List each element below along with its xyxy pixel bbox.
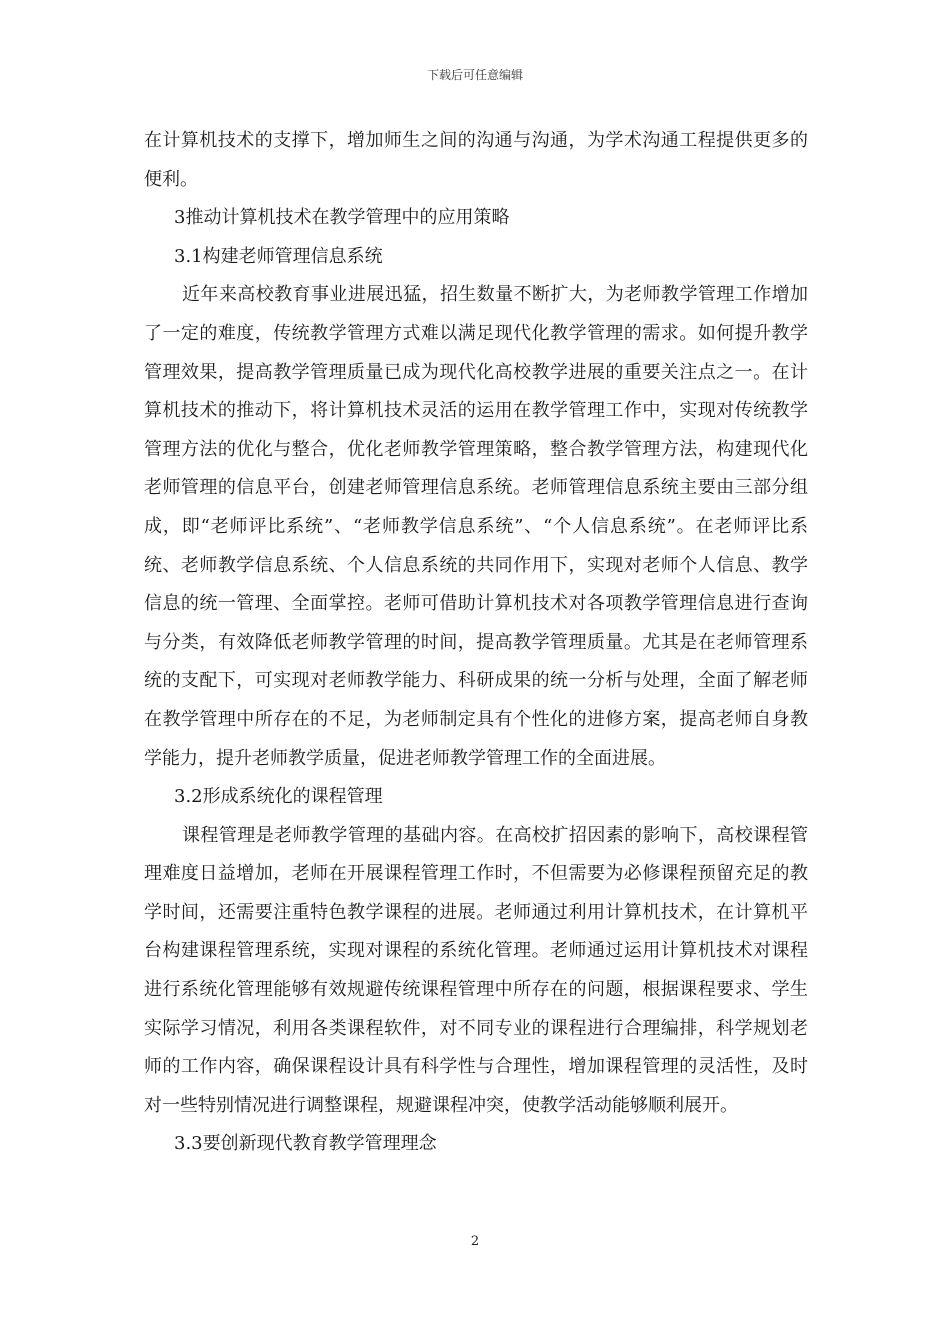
page-number: 2	[470, 1234, 480, 1249]
section-heading-3-1: 3.1构建老师管理信息系统	[174, 245, 383, 267]
paragraph-continuation: 在计算机技术的支撑下，增加师生之间的沟通与沟通，为学术沟通工程提供更多的便利。	[144, 130, 808, 190]
paragraph-3-1-body: 近年来高校教育事业进展迅猛，招生数量不断扩大，为老师教学管理工作增加了一定的难度，传统教学管理方式难以满足现代化教学管理的需求。如何提升教学管理效果，提高教学管理质量已成为现代化高校教学进展的重要关注点之一。在计算机技术的推动下，将计算机技术灵活的运用在教学管理工作中，实现对传统教学管理方法的优化与整合，优化老师教学管理策略，整合教学管理方法，构建现代化老师管理的信息平台，创建老师管理信息系统。老师管理信息系统主要由三部分组成，即“老师评比系统”、“老师教学信息系统”、“个人信息系统”。在老师评比系统、老师教学信息系统、个人信息系统的共同作用下，实现对老师个人信息、教学信息的统一管理、全面掌控。老师可借助计算机技术对各项教学管理信息进行查询与分类，有效降低老师教学管理的时间，提高教学管理质量。尤其是在老师管理系统的支配下，可实现对老师教学能力、科研成果的统一分析与处理，全面了解老师在教学管理中所存在的不足，为老师制定具有个性化的进修方案，提高老师自身教学能力，提升老师教学质量，促进老师教学管理工作的全面进展。	[144, 284, 808, 769]
paragraph-3-2-body: 课程管理是老师教学管理的基础内容。在高校扩招因素的影响下，高校课程管理难度日益增加，老师在开展课程管理工作时，不但需要为必修课程预留充足的教学时间，还需要注重特色教学课程的进展。老师通过利用计算机技术，在计算机平台构建课程管理系统，实现对课程的系统化管理。老师通过运用计算机技术对课程进行系统化管理能够有效规避传统课程管理中所存在的问题，根据课程要求、学生实际学习情况，利用各类课程软件，对不同专业的课程进行合理编排，科学规划老师的工作内容，确保课程设计具有科学性与合理性，增加课程管理的灵活性，及时对一些特别情况进行调整课程，规避课程冲突，使教学活动能够顺利展开。	[144, 824, 808, 1116]
section-heading-3-2: 3.2形成系统化的课程管理	[174, 786, 383, 808]
section-heading-3-3: 3.3要创新现代教育教学管理理念	[174, 1133, 437, 1155]
document-body	[144, 122, 808, 1164]
page-header-note: 下载后可任意编辑	[426, 68, 523, 82]
section-heading-3: 3推动计算机技术在教学管理中的应用策略	[174, 207, 510, 229]
